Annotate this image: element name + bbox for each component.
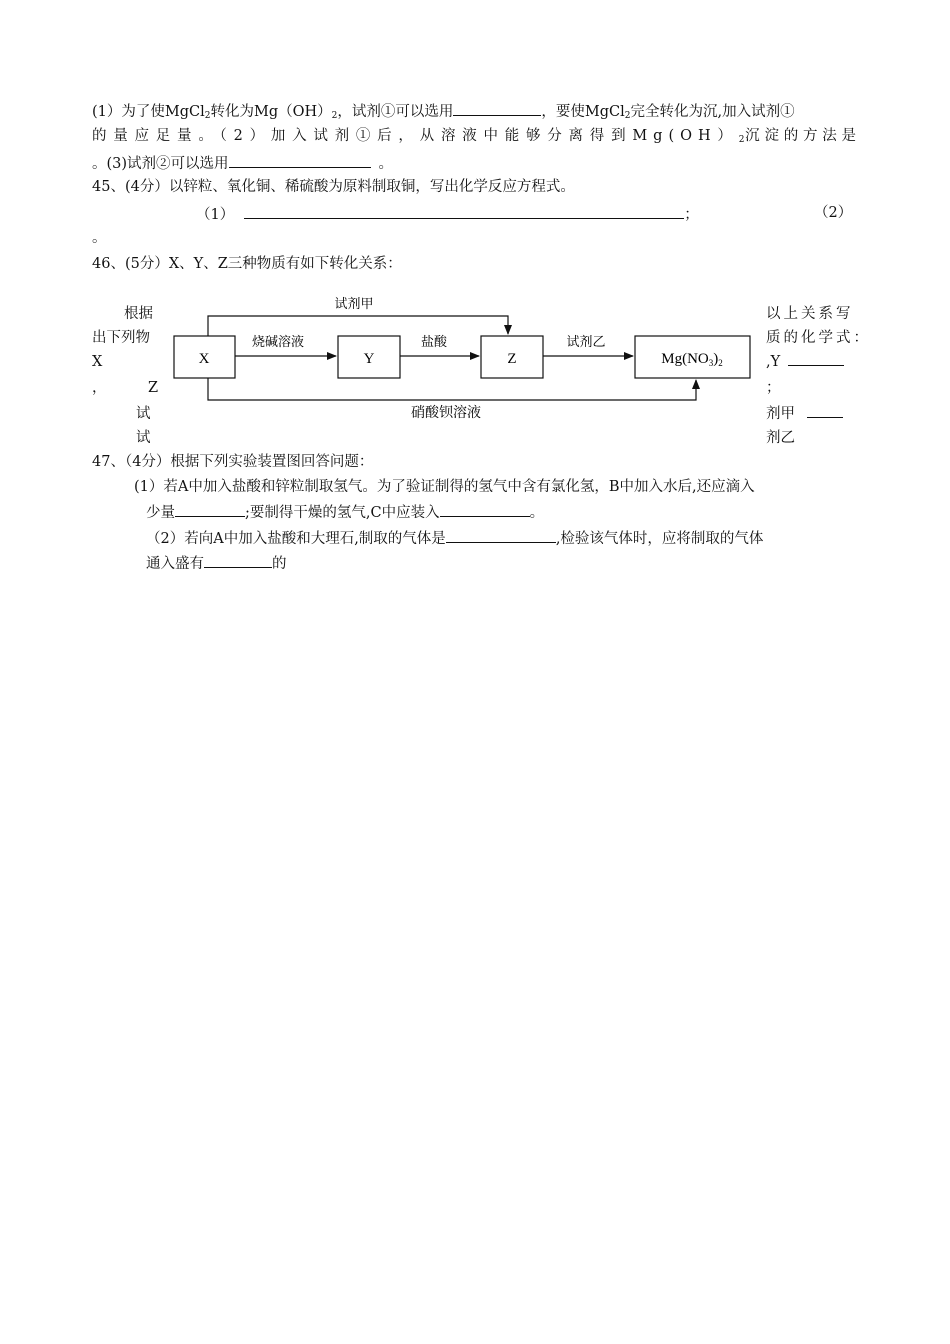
q44-text: 。 <box>378 156 394 172</box>
answer-blank[interactable] <box>244 203 684 219</box>
q47-s2-line2 <box>146 552 287 574</box>
q47-text: 少量 <box>146 505 175 521</box>
q47-text: （2）若向A中加入盐酸和大理石,制取的气体是 <box>146 531 446 547</box>
edge-label-naoh: 烧碱溶液 <box>251 335 305 350</box>
arrow-x-to-z <box>208 316 508 336</box>
product-subscript: 3 <box>708 358 714 368</box>
edge-label-hcl: 盐酸 <box>420 335 448 350</box>
q47-s1-line2 <box>146 501 544 523</box>
q46-right-2: 质的化学式： <box>766 330 871 346</box>
q46-text: ,Y <box>766 354 781 370</box>
q46-text: 剂甲 <box>766 406 795 422</box>
answer-blank[interactable] <box>175 501 245 517</box>
answer-blank[interactable] <box>229 152 371 168</box>
q47-text: ;要制得干燥的氢气,C中应装入 <box>245 505 440 521</box>
subscript: 2 <box>738 135 745 145</box>
node-product-label <box>661 351 723 368</box>
q47-text: 通入盛有 <box>146 556 204 572</box>
answer-blank[interactable] <box>440 501 530 517</box>
q46-right-6: 剂乙 <box>766 430 795 446</box>
q44-text: 。(3)试剂②可以选用 <box>92 156 229 172</box>
reaction-diagram <box>0 290 950 450</box>
q44-text: 沉淀的方法是 <box>744 128 861 144</box>
q44-line-1 <box>92 100 860 126</box>
q44-text: (1）为了使MgCl <box>92 104 205 120</box>
q46-title: 46、(5分）X、Y、Z三种物质有如下转化关系： <box>92 256 402 272</box>
q44-text: 转化为Mg（OH） <box>210 104 332 120</box>
arrow-x-to-product <box>208 378 696 400</box>
q44-text: ，试剂①可以选用 <box>337 104 454 120</box>
q45-title: 45、(4分）以锌粒、氧化铜、稀硫酸为原料制取铜，写出化学反应方程式。 <box>92 179 575 195</box>
q47-text: ,检验该气体时，应将制取的气体 <box>555 531 764 547</box>
edge-label-reagent-a: 试剂甲 <box>334 297 374 312</box>
product-subscript: 2 <box>718 358 723 368</box>
q46-left-1: 根据 <box>124 306 153 322</box>
edge-label-barium-nitrate: 硝酸钡溶液 <box>411 405 481 421</box>
q46-left-3: X <box>92 354 103 370</box>
q46-right-1: 以上关系写 <box>766 306 854 322</box>
edge-label-reagent-b: 试剂乙 <box>566 335 606 350</box>
q46-left-5: 试 <box>136 406 151 422</box>
q46-left-2: 出下列物 <box>92 330 150 346</box>
answer-blank[interactable] <box>446 527 556 543</box>
q46-left-4: ， <box>92 380 107 396</box>
q45-text: ； <box>684 207 699 223</box>
node-x-label: X <box>198 351 210 367</box>
answer-blank[interactable] <box>453 100 541 116</box>
subscript: 2 <box>331 111 338 121</box>
answer-blank[interactable] <box>204 552 272 568</box>
q44-line-3 <box>92 152 393 174</box>
q46-right-4: ； <box>766 380 781 396</box>
q47-s2-line1 <box>146 527 763 549</box>
product-part: Mg(NO <box>661 351 709 367</box>
q45-item-1 <box>196 203 699 225</box>
q45-item-2: （2） <box>814 205 853 221</box>
q47-text: 的 <box>272 556 287 572</box>
q44-line-2 <box>92 126 860 150</box>
q47-title: 47、（4分）根据下列实验装置图回答问题： <box>92 454 374 470</box>
subscript: 2 <box>204 111 211 121</box>
q47-s1-line1: (1）若A中加入盐酸和锌粒制取氢气。为了验证制得的氢气中含有氯化氢，B中加入水后,还应滴入 <box>134 479 755 495</box>
q44-text: ，要使MgCl <box>541 104 625 120</box>
q45-tail: 。 <box>92 230 107 246</box>
q44-text: 的量应足量。（2）加入试剂①后，从溶液中能够分离得到Mg(OH） <box>92 128 739 144</box>
q46-left-6: 试 <box>136 430 151 446</box>
node-y-label: Y <box>363 351 375 367</box>
q44-text: 完全转化为沉,加入试剂① <box>630 104 795 120</box>
product-part: ) <box>713 351 719 367</box>
q46-left-z: Z <box>148 380 159 396</box>
q47-text: 。 <box>529 505 545 521</box>
item-number: （1） <box>196 207 235 223</box>
subscript: 2 <box>624 111 631 121</box>
node-z-label: Z <box>507 351 517 367</box>
